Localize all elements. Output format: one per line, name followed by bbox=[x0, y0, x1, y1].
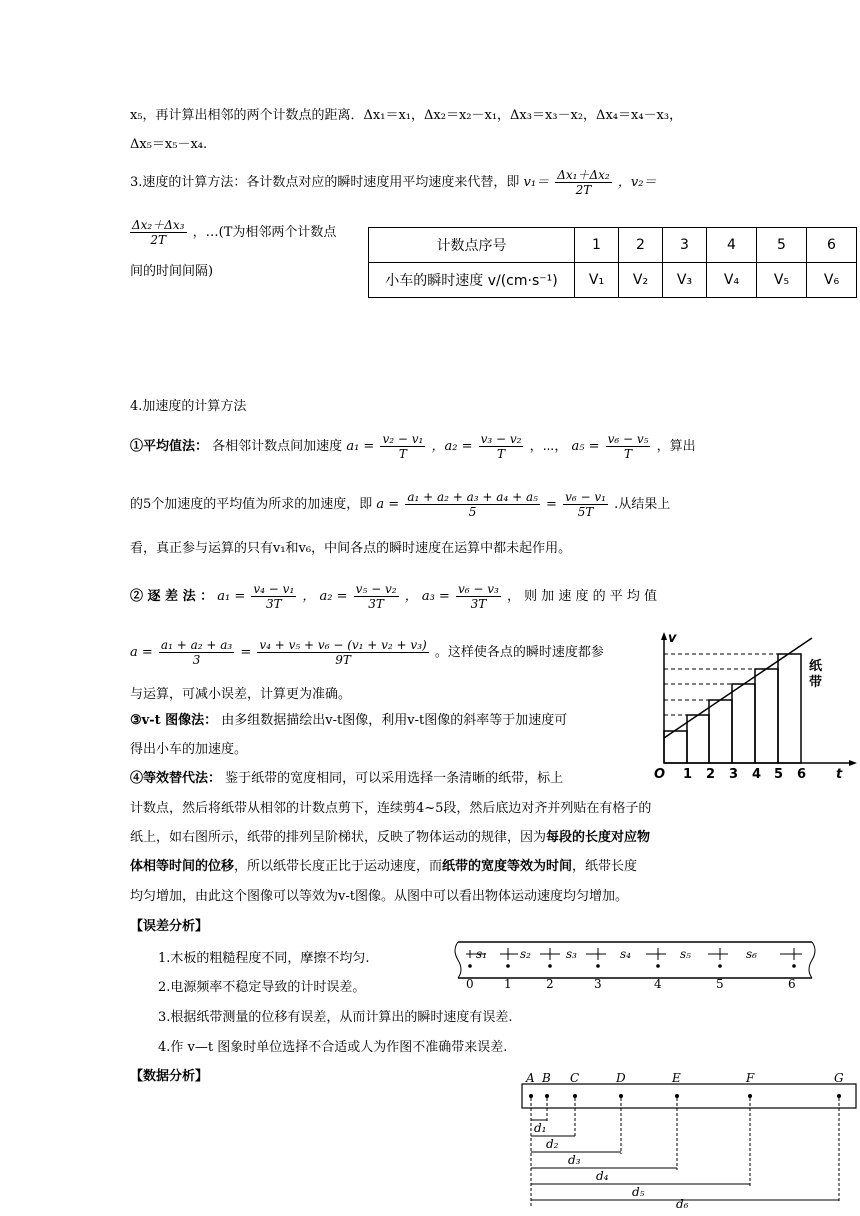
method-4-bold-2: 体相等时间的位移 bbox=[130, 859, 235, 874]
formula-d-a3: ， a₃ = bbox=[404, 589, 450, 604]
d-a2-fraction bbox=[354, 582, 399, 611]
method-1-line-2 bbox=[130, 490, 670, 519]
distance-label: d₄ bbox=[596, 1169, 609, 1183]
paper-tape-figure bbox=[440, 936, 830, 992]
tick-label: 2 bbox=[706, 767, 716, 780]
section-title-data: 【数据分析】 bbox=[130, 1069, 209, 1084]
table-cell: 4 bbox=[707, 228, 757, 263]
table-cell: 3 bbox=[663, 228, 707, 263]
speed-method-tail: ，…(T为相邻两个计数点 bbox=[192, 225, 337, 240]
method-4-line bbox=[130, 770, 563, 788]
formula-d-abar: a = bbox=[130, 645, 153, 660]
d-abar-fraction bbox=[159, 638, 234, 667]
formula-abar: a = bbox=[376, 497, 400, 512]
table-row bbox=[369, 263, 857, 298]
formula-eq-2: = bbox=[240, 645, 252, 660]
method-1-line-3: 看，真正参与运算的只有v₁和v₆，中间各点的瞬时速度在运算中都未起作用。 bbox=[130, 541, 572, 556]
a2-fraction bbox=[479, 432, 524, 461]
distance-label: d₆ bbox=[676, 1197, 689, 1210]
a5-denominator: T bbox=[624, 447, 633, 461]
tick-label: 1 bbox=[683, 767, 693, 780]
table-cell: V₁ bbox=[575, 263, 619, 298]
text-line-1: x₅，再计算出相邻的两个计数点的距离．Δx₁＝x₁，Δx₂＝x₂－x₁，Δx₃＝x₃－x₂，Δx₄＝x₄－x₃， bbox=[130, 108, 683, 123]
distance-label: d₂ bbox=[546, 1137, 559, 1151]
a5-numerator: v₆ − v₅ bbox=[607, 432, 649, 446]
d-a3-fraction bbox=[456, 582, 501, 611]
method-3-text: 由多组数据描绘出v-t图像，利用v-t图像的斜率等于加速度可 bbox=[221, 713, 568, 728]
distance-label: d₁ bbox=[534, 1121, 547, 1135]
v2-numerator: Δx₂＋Δx₃ bbox=[132, 218, 185, 232]
tape-point-label: F bbox=[746, 1071, 755, 1085]
table-cell: 2 bbox=[619, 228, 663, 263]
formula-a1: a₁ = bbox=[346, 439, 375, 454]
tape-point-label: G bbox=[834, 1071, 844, 1085]
a5-fraction bbox=[606, 432, 651, 461]
table-cell: 5 bbox=[757, 228, 807, 263]
formula-d-sep: ， bbox=[506, 589, 520, 604]
method-4-line-2: 计数点，然后将纸带从相邻的计数点剪下，连续剪4~5段，然后底边对齐并列贴在有格子的 bbox=[130, 801, 652, 816]
point-label: 0 bbox=[466, 977, 474, 991]
speed-table bbox=[368, 227, 857, 298]
tick-label: 5 bbox=[774, 767, 784, 780]
tape-label-1: 纸 bbox=[809, 659, 823, 674]
method-4-text: 鉴于纸带的宽度相同，可以采用选择一条清晰的纸带，标上 bbox=[225, 771, 564, 786]
v1-denominator: 2T bbox=[575, 183, 592, 197]
method-4-line-5: 均匀增加，由此这个图像可以等效为v-t图像。从图中可以看出物体运动速度均匀增加。 bbox=[130, 889, 628, 904]
abar2-numerator: v₆ − v₁ bbox=[565, 490, 606, 504]
d-a1-fraction bbox=[251, 582, 296, 611]
d-a2-numerator: v₅ − v₂ bbox=[355, 582, 397, 596]
point-label: 4 bbox=[654, 977, 662, 991]
segment-label: s₃ bbox=[566, 947, 577, 961]
tape-point-label: B bbox=[542, 1071, 551, 1085]
d-abar2-fraction bbox=[257, 638, 428, 667]
d-abar2-numerator: v₄ + v₅ + v₆ − (v₁ + v₂ + v₃) bbox=[259, 638, 427, 652]
method-1-text-2: 的5个加速度的平均值为所求的加速度，即 bbox=[130, 497, 373, 512]
method-3-line-2: 得出小车的加速度。 bbox=[130, 742, 248, 757]
abar2-fraction bbox=[563, 490, 608, 519]
formula-d-a1: a₁ = bbox=[217, 589, 246, 604]
table-cell: V₃ bbox=[663, 263, 707, 298]
table-cell: V₅ bbox=[757, 263, 807, 298]
table-cell: 1 bbox=[575, 228, 619, 263]
vt-tape-figure bbox=[652, 628, 860, 780]
d-a1-numerator: v₄ − v₁ bbox=[253, 582, 295, 596]
segment-label: s₂ bbox=[520, 947, 531, 961]
a2-denominator: T bbox=[497, 447, 506, 461]
method-4-tail-4: ，纸带长度 bbox=[572, 859, 638, 874]
formula-a5: a₅ = bbox=[571, 439, 600, 454]
method-4-line-4 bbox=[130, 858, 637, 876]
point-label: 2 bbox=[546, 977, 554, 991]
tape-point-label: E bbox=[672, 1071, 681, 1085]
method-3-line bbox=[130, 712, 567, 730]
method-1-tail: ，算出 bbox=[656, 439, 696, 454]
abar-fraction bbox=[405, 490, 540, 519]
tick-label: 3 bbox=[729, 767, 739, 780]
a1-fraction bbox=[380, 432, 425, 461]
v-axis-label: v bbox=[668, 631, 677, 646]
method-1-text: 各相邻计数点间加速度 bbox=[212, 439, 343, 454]
segment-label: s₅ bbox=[680, 947, 691, 961]
section-title-acceleration: 4.加速度的计算方法 bbox=[130, 399, 247, 414]
segment-label: s₆ bbox=[746, 947, 757, 961]
method-1-tail-2: .从结果上 bbox=[614, 497, 671, 512]
tick-label: 6 bbox=[797, 767, 807, 780]
data-analysis-figure bbox=[520, 1070, 858, 1210]
d-a3-numerator: v₆ − v₃ bbox=[457, 582, 499, 596]
tape-point-label: C bbox=[570, 1071, 580, 1085]
method-4-bold-3: 纸带的宽度等效为时间 bbox=[442, 859, 573, 874]
method-4-text-3: 纸上，如右图所示，纸带的排列呈阶梯状，反映了物体运动的规律，因为 bbox=[130, 830, 547, 845]
v2-label: ，v₂＝ bbox=[617, 175, 657, 190]
method-2-label: ② 逐 差 法 ： bbox=[130, 589, 214, 604]
d-abar-denominator: 3 bbox=[192, 653, 201, 667]
formula-d-a2: ， a₂ = bbox=[302, 589, 348, 604]
method-2-line-3: 与运算，可减小误差，计算更为准确。 bbox=[130, 687, 352, 702]
method-4-text-4: ，所以纸带长度正比于运动速度，而 bbox=[234, 859, 443, 874]
section-title-error: 【误差分析】 bbox=[130, 919, 209, 934]
method-3-label: ③v-t 图像法： bbox=[130, 713, 218, 728]
d-abar2-denominator: 9T bbox=[335, 653, 351, 667]
tick-label: 4 bbox=[752, 767, 762, 780]
method-2-line-2 bbox=[130, 638, 604, 667]
table-cell: 6 bbox=[807, 228, 857, 263]
table-cell: V₂ bbox=[619, 263, 663, 298]
t-axis-label: t bbox=[836, 767, 843, 780]
distance-label: d₃ bbox=[568, 1153, 581, 1167]
d-a3-denominator: 3T bbox=[470, 597, 487, 611]
a2-numerator: v₃ − v₂ bbox=[480, 432, 522, 446]
method-4-bold-1: 每段的长度对应物 bbox=[546, 830, 651, 845]
tape-point-label: D bbox=[616, 1071, 626, 1085]
point-label: 3 bbox=[594, 977, 602, 991]
v1-label: v₁＝ bbox=[523, 175, 550, 190]
point-label: 6 bbox=[788, 977, 796, 991]
table-cell: V₆ bbox=[807, 263, 857, 298]
a1-denominator: T bbox=[398, 447, 407, 461]
segment-label: s₄ bbox=[620, 947, 631, 961]
method-1-label: ①平均值法： bbox=[130, 439, 209, 454]
method-2-tail-2: 。这样使各点的瞬时速度都参 bbox=[434, 645, 604, 660]
origin-label: O bbox=[654, 767, 666, 780]
method-1-line bbox=[130, 432, 696, 461]
table-row bbox=[369, 228, 857, 263]
formula-a2: ，a₂ = bbox=[431, 439, 473, 454]
error-item-2: 2.电源频率不稳定导致的计时误差。 bbox=[158, 980, 366, 995]
tape-label-2: 带 bbox=[809, 675, 823, 690]
point-label: 1 bbox=[504, 977, 512, 991]
table-cell: V₄ bbox=[707, 263, 757, 298]
segment-label: s₁ bbox=[476, 947, 487, 961]
v1-fraction bbox=[555, 168, 612, 197]
error-item-1: 1.木板的粗糙程度不同，摩擦不均匀. bbox=[158, 951, 370, 966]
method-4-line-3 bbox=[130, 829, 650, 847]
d-a1-denominator: 3T bbox=[266, 597, 282, 611]
formula-eq: = bbox=[546, 497, 557, 512]
method-4-label: ④等效替代法： bbox=[130, 771, 222, 786]
d-abar-numerator: a₁ + a₂ + a₃ bbox=[160, 638, 233, 652]
v2-denominator: 2T bbox=[150, 233, 167, 247]
a1-numerator: v₂ − v₁ bbox=[382, 432, 424, 446]
text-line-2: Δx₅＝x₅－x₄. bbox=[130, 137, 208, 152]
speed-method-line-2 bbox=[128, 218, 336, 247]
speed-method-line bbox=[130, 168, 656, 197]
method-2-tail: 则 加 速 度 的 平 均 值 bbox=[524, 589, 658, 604]
tape-point-label: A bbox=[526, 1071, 535, 1085]
abar-numerator: a₁ + a₂ + a₃ + a₄ + a₅ bbox=[407, 490, 538, 504]
abar2-denominator: 5T bbox=[577, 505, 594, 519]
abar-denominator: 5 bbox=[468, 505, 477, 519]
method-2-line bbox=[130, 582, 657, 611]
table-header-speed: 小车的瞬时速度 v/(cm·s⁻¹) bbox=[369, 263, 575, 298]
error-item-4: 4.作 v—t 图象时单位选择不合适或人为作图不准确带来误差. bbox=[158, 1040, 508, 1055]
error-item-3: 3.根据纸带测量的位移有误差，从而计算出的瞬时速度有误差. bbox=[158, 1010, 513, 1025]
formula-dots: ，⋯， bbox=[529, 439, 568, 454]
text-line-interval: 间的时间间隔) bbox=[130, 264, 214, 279]
speed-method-text: 3.速度的计算方法：各计数点对应的瞬时速度用平均速度来代替，即 bbox=[130, 175, 520, 190]
v2-fraction bbox=[130, 218, 187, 247]
point-label: 5 bbox=[716, 977, 724, 991]
v1-numerator: Δx₁＋Δx₂ bbox=[557, 168, 610, 182]
distance-label: d₅ bbox=[632, 1185, 645, 1199]
table-header-point: 计数点序号 bbox=[369, 228, 575, 263]
d-a2-denominator: 3T bbox=[368, 597, 384, 611]
